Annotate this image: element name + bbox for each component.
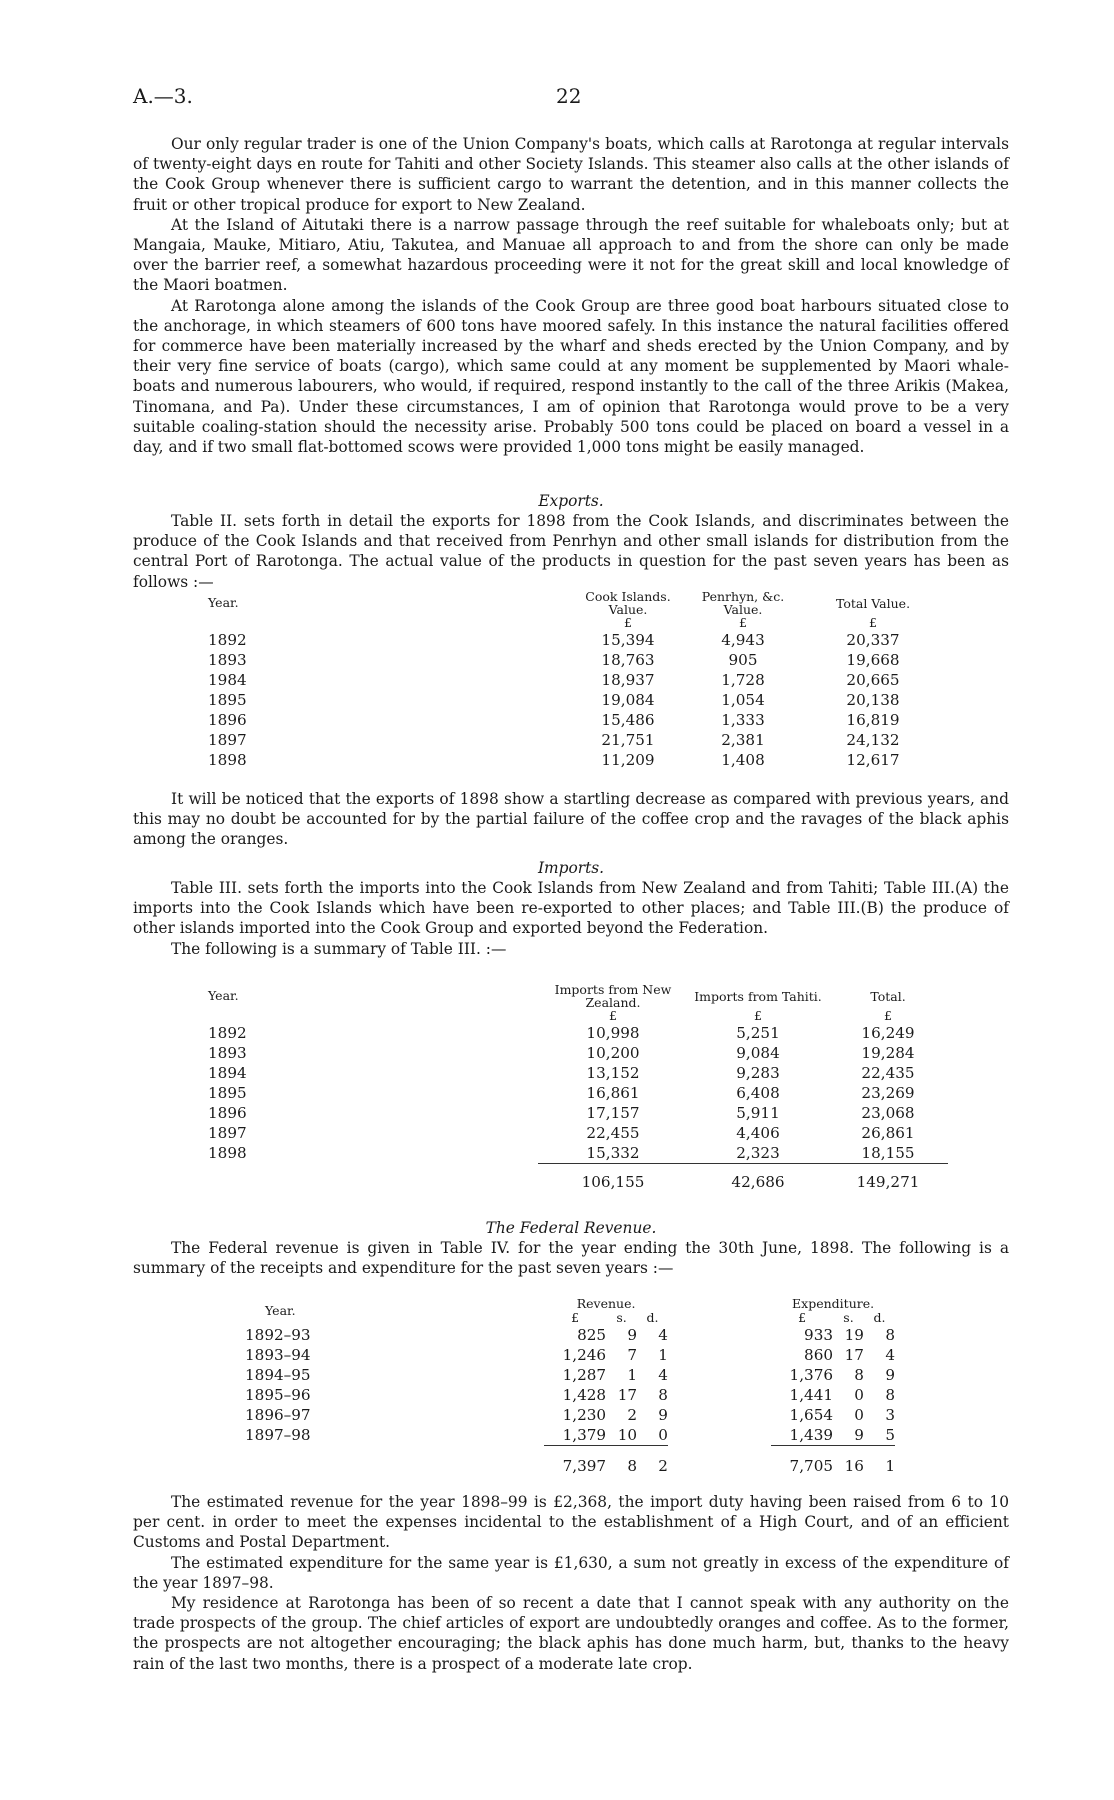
exports-penrhyn-value: 905: [728, 651, 758, 669]
revenue-table: [245, 1297, 895, 1476]
unit-pence: d.: [646, 1310, 659, 1325]
paragraph-aitutaki: At the Island of Aitutaki there is a narrow passage through the reef suitable for whaleboats only; but at Mangaia, Mauke, Mitiaro, Atiu, Takutea, and Manuae all approach to and from the shore can only be made over the barrier reef, a somewhat hazardous proceeding were it not for the great skill and local knowledge of the Maori boatmen.: [133, 215, 1009, 295]
exports-commentary: It will be noticed that the exports of 1898 show a startling decrease as compared with previous years, and this may no doubt be accounted for by the partial failure of the coffee crop and the ravages of the black aphis among the oranges.: [133, 790, 1009, 849]
revenue-row: [245, 1405, 895, 1425]
imports-row: [208, 1063, 948, 1083]
exports-table: [208, 590, 948, 770]
imports-nz-value: 22,455: [586, 1124, 640, 1142]
spacer: [668, 1425, 771, 1446]
imports-year: 1893: [208, 1044, 247, 1062]
imports-year: 1897: [208, 1124, 247, 1142]
exports-total-value: 12,617: [846, 751, 900, 769]
revenue-shillings: 1: [627, 1366, 638, 1384]
paragraph-estimated-revenue: The estimated revenue for the year 1898–99 is £2,368, the import duty having been raised from 6 to 10 per cent. in order to meet the expenses incidental to the establishment of a High Court, and of an efficient Customs and Postal Department.: [133, 1493, 1009, 1552]
spacer: [668, 1325, 771, 1345]
imports-year: 1896: [208, 1104, 247, 1122]
unit-shilling: s.: [843, 1310, 854, 1325]
imports-total-value: 26,861: [861, 1124, 915, 1142]
exports-cook-value: 19,084: [601, 691, 655, 709]
revenue-heading: The Federal Revenue.: [485, 1219, 657, 1237]
exports-total-value: 19,668: [846, 651, 900, 669]
imports-col-nz: Imports from New Zealand.: [554, 982, 672, 1010]
revenue-row: [245, 1385, 895, 1405]
imports-tahiti-value: 6,408: [736, 1084, 780, 1102]
imports-row: [208, 1123, 948, 1143]
revenue-pence: 4: [658, 1366, 668, 1384]
revenue-row: [245, 1345, 895, 1365]
imports-nz-value: 10,200: [586, 1044, 640, 1062]
imports-col-tahiti: Imports from Tahiti.: [694, 988, 822, 1004]
exports-year: 1895: [208, 691, 247, 709]
paragraph-rarotonga: At Rarotonga alone among the islands of the Cook Group are three good boat harbours situated close to the anchorage, in which steamers of 600 tons have moored safely. In this instance the natural facilities offered for commerce have been materially increased by the wharf and sheds erected by the Union Company, and by their very fine service of boats (cargo), which same could at any moment be supplemented by Maori whale-boats and numerous labourers, who would, if required, respond instantly to the call of the three Arikis (Makea, Tinomana, and Pa). Under these circumstances, I am of opinion that Rarotonga would prove to be a very suitable coaling-station should the necessity arise. Probably 500 tons could be placed on board a vessel in a day, and if two small flat-bottomed scows were provided 1,000 tons might be easily managed.: [133, 296, 1009, 457]
revenue-year: 1894–95: [245, 1366, 311, 1384]
imports-col-total: Total.: [870, 988, 906, 1004]
exports-total-value: 20,337: [846, 631, 900, 649]
imports-summary-line: The following is a summary of Table III. :—: [171, 939, 507, 958]
imports-currency: £: [609, 1008, 617, 1023]
spacer: [668, 1345, 771, 1365]
exports-col-total: Total Value.: [835, 595, 911, 611]
exports-currency: £: [869, 615, 877, 630]
revenue-year: 1893–94: [245, 1346, 311, 1364]
spacer: [668, 1405, 771, 1425]
revenue-pence: 0: [658, 1426, 668, 1444]
exports-currency: £: [739, 615, 747, 630]
revenue-shillings: 9: [627, 1326, 638, 1344]
imports-nz-value: 13,152: [586, 1064, 640, 1082]
exports-row: [208, 730, 948, 750]
imports-total-value: 23,269: [861, 1084, 915, 1102]
imports-total-value: 16,249: [861, 1024, 915, 1042]
exports-year: 1897: [208, 731, 247, 749]
exports-year: 1893: [208, 651, 247, 669]
imports-tahiti-value: 2,323: [736, 1144, 780, 1162]
revenue-shillings: 2: [627, 1406, 638, 1424]
exports-currency: £: [624, 615, 632, 630]
revenue-shillings: 10: [617, 1426, 638, 1444]
exports-year: 1984: [208, 671, 247, 689]
imports-total-nz: 106,155: [581, 1172, 645, 1191]
imports-year: 1898: [208, 1144, 247, 1163]
exports-year: 1892: [208, 631, 247, 649]
expenditure-total-pence: 1: [885, 1456, 895, 1475]
expenditure-shillings: 0: [854, 1406, 864, 1424]
expenditure-pounds: 933: [804, 1326, 834, 1344]
expenditure-pounds: 860: [804, 1346, 834, 1364]
revenue-year: 1897–98: [245, 1426, 311, 1445]
imports-tahiti-value: 4,406: [736, 1124, 780, 1142]
exports-col-cook: Cook Islands. Value.: [585, 589, 671, 617]
exports-intro: Table II. sets forth in detail the exports for 1898 from the Cook Islands, and discriminates between the produce of the Cook Islands and that received from Penrhyn and other small islands for distribution from the central Port of Rarotonga. The actual value of the products in question for the past seven years has been as follows :—: [133, 512, 1009, 591]
revenue-total-pounds: 7,397: [562, 1456, 607, 1475]
exports-heading: Exports.: [538, 492, 604, 510]
document-reference: A.—3.: [133, 84, 193, 108]
imports-year: 1892: [208, 1024, 247, 1042]
spacer: [668, 1385, 771, 1405]
revenue-col-expenditure: Expenditure.: [792, 1296, 875, 1311]
exports-penrhyn-value: 4,943: [721, 631, 765, 649]
imports-year: 1895: [208, 1084, 247, 1102]
revenue-total-shillings: 8: [627, 1456, 638, 1475]
exports-total-value: 20,665: [846, 671, 900, 689]
exports-penrhyn-value: 1,408: [721, 751, 765, 769]
revenue-pounds: 1,287: [562, 1366, 607, 1384]
exports-section: [133, 491, 1009, 592]
spacer: [668, 1365, 771, 1385]
exports-cook-value: 18,763: [601, 651, 655, 669]
imports-currency: £: [884, 1008, 892, 1023]
imports-row: [208, 1043, 948, 1063]
exports-year: 1896: [208, 711, 247, 729]
imports-row: [208, 1103, 948, 1123]
page-number: 22: [556, 84, 582, 108]
expenditure-pounds: 1,376: [789, 1366, 834, 1384]
imports-row: [208, 1143, 948, 1164]
revenue-row: [245, 1425, 895, 1446]
revenue-year: 1896–97: [245, 1406, 311, 1424]
expenditure-shillings: 8: [854, 1366, 864, 1384]
exports-year: 1898: [208, 751, 247, 769]
revenue-section: [133, 1218, 1009, 1278]
expenditure-total-shillings: 16: [844, 1456, 864, 1475]
imports-nz-value: 15,332: [586, 1144, 640, 1162]
unit-shilling: s.: [616, 1310, 627, 1325]
revenue-intro: The Federal revenue is given in Table IV. for the year ending the 30th June, 1898. The following is a summary of the receipts and expenditure for the past seven years :—: [133, 1239, 1009, 1278]
expenditure-shillings: 19: [844, 1326, 864, 1344]
revenue-row: [245, 1325, 895, 1345]
revenue-shillings: 17: [617, 1386, 638, 1404]
exports-row: [208, 630, 948, 650]
expenditure-pence: 3: [885, 1406, 895, 1424]
revenue-col-year: Year.: [265, 1303, 296, 1318]
revenue-pounds: 1,428: [562, 1386, 607, 1404]
imports-row: [208, 1023, 948, 1043]
closing-section: [133, 1492, 1009, 1674]
revenue-shillings: 7: [627, 1346, 638, 1364]
expenditure-shillings: 0: [854, 1386, 864, 1404]
expenditure-pence: 5: [885, 1426, 895, 1444]
paragraph-trade-prospects: My residence at Rarotonga has been of so recent a date that I cannot speak with any authority on the trade prospects of the group. The chief articles of export are undoubtedly oranges and coffee. As to the former, the prospects are not altogether encouraging; the black aphis has done much harm, but, thanks to the heavy rain of the last two months, there is a prospect of a moderate late crop.: [133, 1594, 1009, 1673]
expenditure-pounds: 1,654: [789, 1406, 834, 1424]
revenue-pounds: 1,379: [562, 1426, 607, 1444]
revenue-pence: 4: [658, 1326, 668, 1344]
exports-row: [208, 710, 948, 730]
exports-total-value: 20,138: [846, 691, 900, 709]
revenue-year: 1892–93: [245, 1326, 311, 1344]
unit-pound: £: [798, 1310, 807, 1325]
expenditure-pence: 8: [885, 1326, 895, 1344]
imports-total-tahiti: 42,686: [731, 1172, 785, 1191]
imports-currency: £: [754, 1008, 762, 1023]
imports-table: [208, 983, 948, 1192]
imports-section: [133, 858, 1009, 959]
imports-total-value: 18,155: [861, 1144, 915, 1162]
expenditure-shillings: 17: [844, 1346, 864, 1364]
revenue-pounds: 825: [577, 1326, 607, 1344]
exports-penrhyn-value: 1,333: [721, 711, 765, 729]
imports-total-value: 19,284: [861, 1044, 915, 1062]
exports-penrhyn-value: 1,054: [721, 691, 765, 709]
exports-cook-value: 21,751: [601, 731, 655, 749]
revenue-pence: 8: [658, 1386, 668, 1404]
revenue-total-pence: 2: [658, 1456, 668, 1475]
exports-after: [133, 789, 1009, 850]
imports-heading: Imports.: [537, 859, 605, 877]
exports-row: [208, 750, 948, 770]
expenditure-pounds: 1,441: [789, 1386, 834, 1404]
expenditure-pence: 4: [885, 1346, 895, 1364]
exports-row: [208, 670, 948, 690]
exports-row: [208, 690, 948, 710]
exports-penrhyn-value: 1,728: [721, 671, 765, 689]
exports-cook-value: 15,486: [601, 711, 655, 729]
imports-tahiti-value: 5,911: [736, 1104, 780, 1122]
exports-col-year: Year.: [208, 595, 239, 610]
imports-nz-value: 16,861: [586, 1084, 640, 1102]
exports-penrhyn-value: 2,381: [721, 731, 765, 749]
revenue-totals-row: [245, 1456, 895, 1476]
imports-tahiti-value: 5,251: [736, 1024, 780, 1042]
imports-total-value: 23,068: [861, 1104, 915, 1122]
revenue-pence: 9: [658, 1406, 668, 1424]
exports-total-value: 24,132: [846, 731, 900, 749]
revenue-pounds: 1,230: [562, 1406, 607, 1424]
revenue-year: 1895–96: [245, 1386, 311, 1404]
imports-nz-value: 17,157: [586, 1104, 640, 1122]
exports-col-penrhyn: Penrhyn, &c. Value.: [701, 589, 785, 617]
paragraph-estimated-expenditure: The estimated expenditure for the same year is £1,630, a sum not greatly in excess of the expenditure of the year 1897–98.: [133, 1553, 1009, 1592]
exports-total-value: 16,819: [846, 711, 900, 729]
imports-row: [208, 1083, 948, 1103]
paragraph-trader: Our only regular trader is one of the Union Company's boats, which calls at Rarotonga at regular intervals of twenty-eight days en route for Tahiti and other Society Islands. This steamer also calls at the other islands of the Cook Group whenever there is sufficient cargo to warrant the detention, and in this manner collects the fruit or other tropical produce for export to New Zealand.: [133, 135, 1009, 214]
expenditure-pence: 9: [885, 1366, 895, 1384]
expenditure-pence: 8: [885, 1386, 895, 1404]
imports-tahiti-value: 9,084: [736, 1044, 780, 1062]
imports-year: 1894: [208, 1064, 247, 1082]
exports-cook-value: 15,394: [601, 631, 655, 649]
revenue-row: [245, 1365, 895, 1385]
revenue-pounds: 1,246: [562, 1346, 607, 1364]
unit-pound: £: [571, 1310, 580, 1325]
revenue-pence: 1: [658, 1346, 668, 1364]
exports-cook-value: 18,937: [601, 671, 655, 689]
trade-section: [133, 134, 1009, 457]
expenditure-total-pounds: 7,705: [789, 1456, 834, 1475]
exports-row: [208, 650, 948, 670]
imports-total-value: 22,435: [861, 1064, 915, 1082]
revenue-col-revenue: Revenue.: [576, 1296, 636, 1311]
imports-col-year: Year.: [208, 988, 239, 1003]
imports-total-all: 149,271: [856, 1172, 920, 1191]
imports-totals-row: [208, 1172, 948, 1192]
imports-intro: Table III. sets forth the imports into the Cook Islands from New Zealand and from Tahiti; Table III.(A) the imports into the Cook Islands which have been re-exported to other places; and Table III.(B) the produce of other islands imported into the Cook Group and exported beyond the Federation.: [133, 879, 1009, 938]
imports-tahiti-value: 9,283: [736, 1064, 780, 1082]
exports-cook-value: 11,209: [601, 751, 655, 769]
expenditure-shillings: 9: [854, 1426, 864, 1444]
expenditure-pounds: 1,439: [789, 1426, 834, 1444]
unit-pence: d.: [873, 1310, 886, 1325]
imports-nz-value: 10,998: [586, 1024, 640, 1042]
